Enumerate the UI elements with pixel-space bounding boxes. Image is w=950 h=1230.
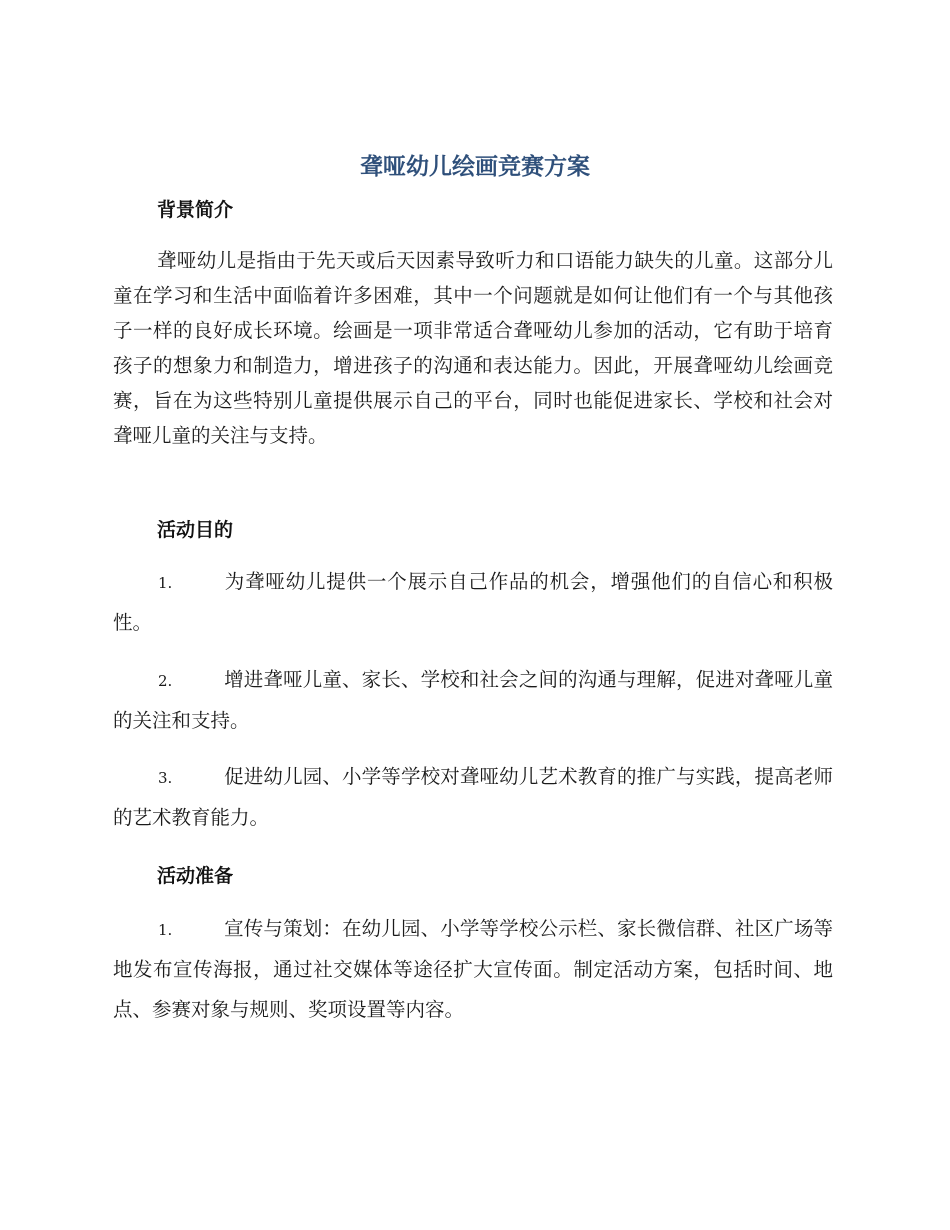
- section-heading-preparation: 活动准备: [157, 865, 234, 887]
- purpose-item-1: [113, 562, 833, 643]
- list-text: 宣传与策划：在幼儿园、小学等学校公示栏、家长微信群、社区广场等地发布宣传海报，通过社交媒体等途径扩大宣传面。制定活动方案，包括时间、地点、参赛对象与规则、奖项设置等内容。: [113, 917, 833, 1021]
- list-number: 2.: [158, 672, 173, 690]
- list-text: 增进聋哑儿童、家长、学校和社会之间的沟通与理解，促进对聋哑儿童的关注和支持。: [113, 668, 833, 732]
- list-text: 为聋哑幼儿提供一个展示自己作品的机会，增强他们的自信心和积极性。: [113, 570, 833, 634]
- list-number: 1.: [158, 921, 173, 939]
- section-heading-background: 背景简介: [157, 199, 234, 221]
- purpose-item-3: [113, 757, 833, 838]
- list-number: 3.: [158, 769, 173, 787]
- document-title: 聋哑幼儿绘画竞赛方案: [360, 154, 590, 180]
- section-heading-purpose: 活动目的: [157, 519, 234, 541]
- purpose-item-2: [113, 660, 833, 741]
- preparation-item-1: [113, 909, 833, 1030]
- list-text: 促进幼儿园、小学等学校对聋哑幼儿艺术教育的推广与实践，提高老师的艺术教育能力。: [113, 765, 833, 829]
- list-number: 1.: [158, 574, 173, 592]
- background-paragraph: 聋哑幼儿是指由于先天或后天因素导致听力和口语能力缺失的儿童。这部分儿童在学习和生活中面临着许多困难，其中一个问题就是如何让他们有一个与其他孩子一样的良好成长环境。绘画是一项非常适合聋哑幼儿参加的活动，它有助于培育孩子的想象力和制造力，增进孩子的沟通和表达能力。因此，开展聋哑幼儿绘画竞赛，旨在为这些特别儿童提供展示自己的平台，同时也能促进家长、学校和社会对聋哑儿童的关注与支持。: [113, 249, 833, 447]
